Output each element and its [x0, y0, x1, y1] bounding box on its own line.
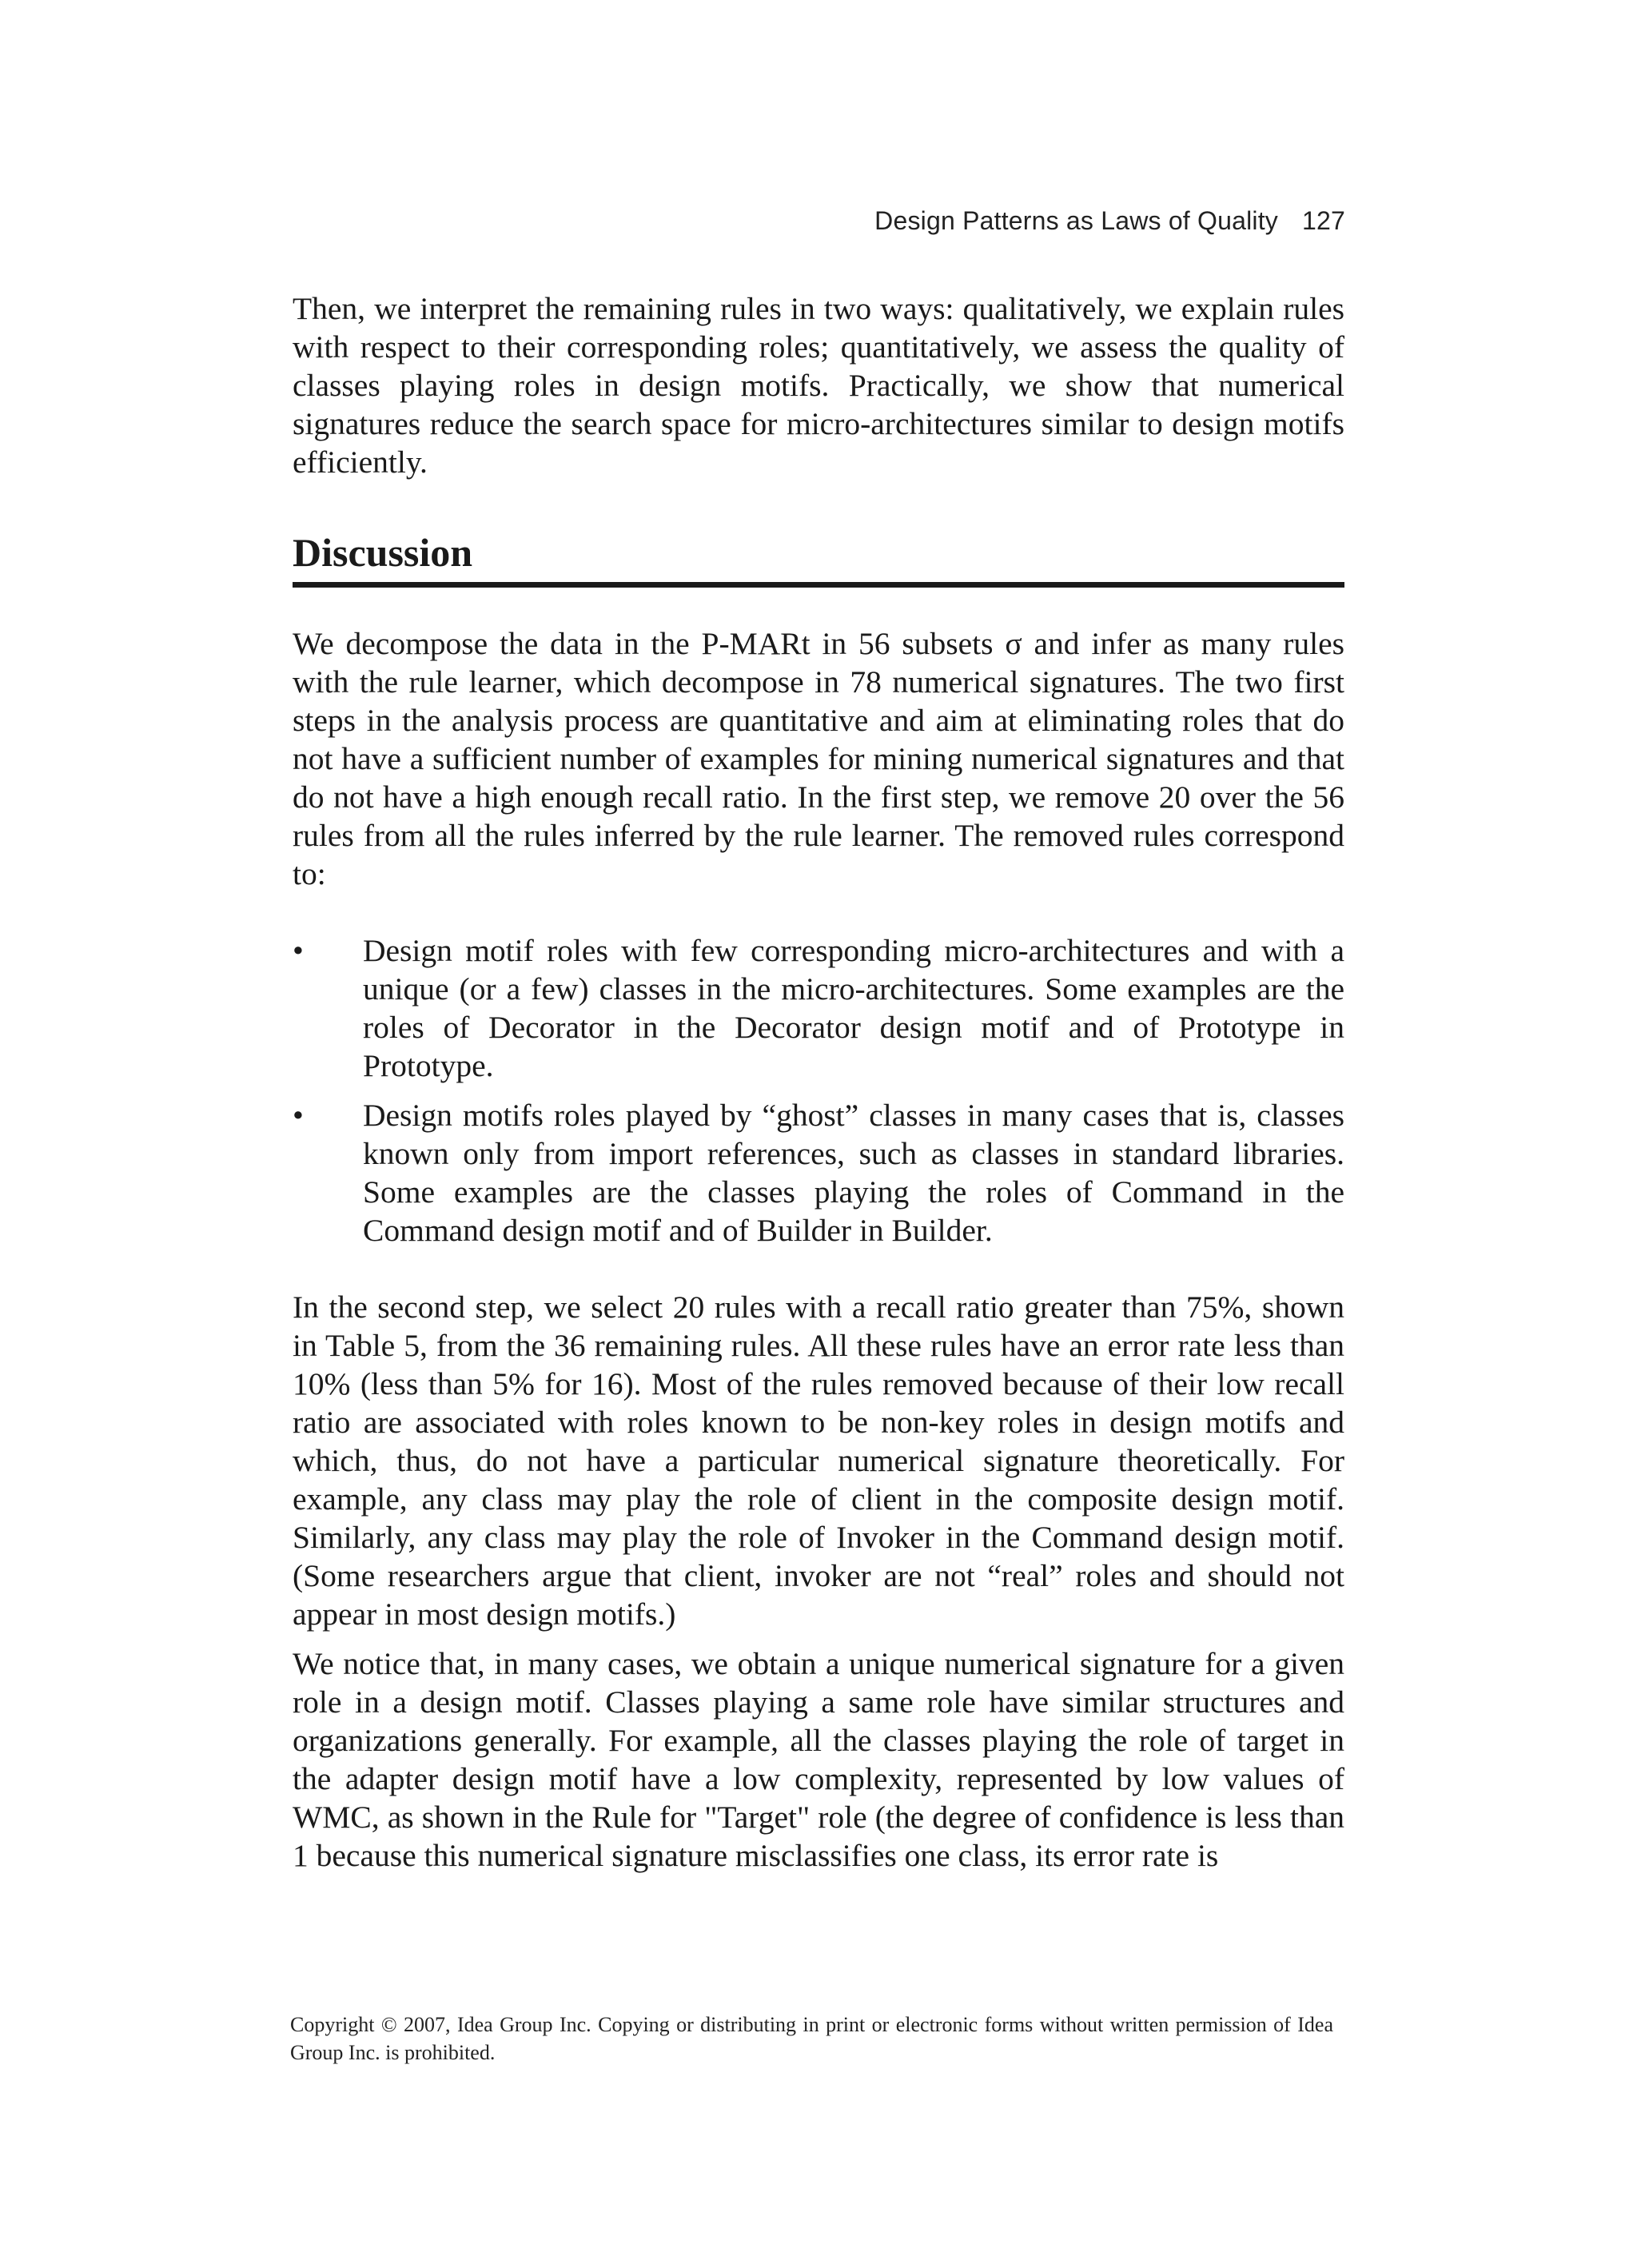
intro-paragraph: Then, we interpret the remaining rules in two ways: qualitatively, we explain rules with respect to their corresponding roles; quantitatively, we assess the quality of classes playing roles in design motifs. Practically, we show that numerical signatures reduce the search space for micro-architectures similar to design motifs efficiently. [293, 291, 1344, 480]
list-item-text: Design motifs roles played by “ghost” classes in many cases that is, classes known only from import references, such as classes in standard libraries. Some examples are the classes playing the roles of Command in the Command design motif and of Builder in Builder. [363, 1098, 1344, 1248]
page-number: 127 [1302, 206, 1345, 235]
copyright-notice: Copyright © 2007, Idea Group Inc. Copying or distributing in print or electronic forms without written permission of Idea Group Inc. is prohibited. [290, 2013, 1333, 2064]
running-head [874, 206, 1345, 236]
discussion-paragraph-1: We decompose the data in the P-MARt in 56 subsets σ and infer as many rules with the rule learner, which decompose in 78 numerical signatures. The two first steps in the analysis process are quantitative and aim at eliminating roles that do not have a sufficient number of examples for mining numerical signatures and that do not have a high enough recall ratio. In the first step, we remove 20 over the 56 rules from all the rules inferred by the rule learner. The removed rules correspond to: [293, 626, 1344, 891]
discussion-paragraph-3: We notice that, in many cases, we obtain a unique numerical signature for a given role in a design motif. Classes playing a same role have similar structures and organizations generally. For example, all the classes playing the role of target in the adapter design motif have a low complexity, represented by low values of WMC, as shown in the Rule for "Target" role (the degree of confidence is less than 1 because this numerical signature misclassifies one class, its error rate is [293, 1646, 1344, 1873]
section-heading: Discussion [293, 529, 1344, 588]
list-item [293, 1096, 1344, 1250]
discussion-paragraph-2: In the second step, we select 20 rules with a recall ratio greater than 75%, shown in Table 5, from the 36 remaining rules. All these rules have an error rate less than 10% (less than 5% for 16). Most of the rules removed because of their low recall ratio are associated with roles known to be non-key roles in design motifs and which, thus, do not have a particular numerical signature theoretically. For example, any class may play the role of client in the composite design motif. Similarly, any class may play the role of Invoker in the Command design motif. (Some researchers argue that client, invoker are not “real” roles and should not appear in most design motifs.) [293, 1289, 1344, 1632]
bullet-icon: • [293, 933, 304, 968]
list-item-text: Design motif roles with few corresponding micro-architectures and with a unique (or a few) classes in the micro-architectures. Some examples are the roles of Decorator in the Decorator design motif and of Prototype in Prototype. [363, 933, 1344, 1083]
page-body [293, 289, 1344, 1875]
bullet-icon: • [293, 1098, 304, 1133]
list-item [293, 931, 1344, 1085]
running-head-title: Design Patterns as Laws of Quality [874, 206, 1278, 235]
removed-rules-list [293, 931, 1344, 1250]
